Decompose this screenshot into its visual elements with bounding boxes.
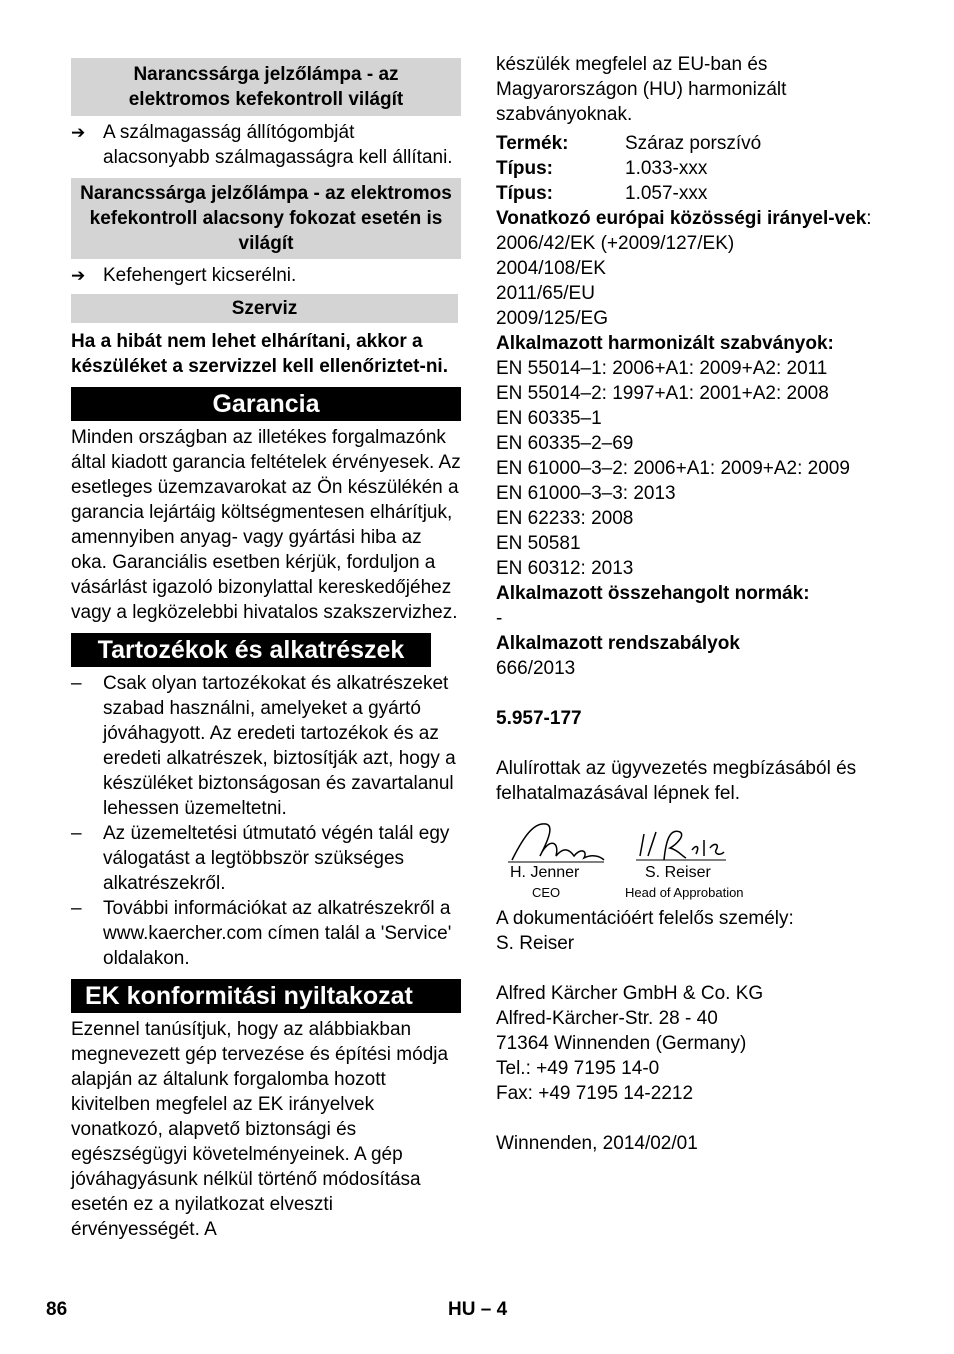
standards-label: Alkalmazott harmonizált szabványok:: [496, 333, 834, 354]
signer1-role: CEO: [532, 885, 561, 900]
type-row: Típus: 1.057-xxx: [496, 183, 708, 204]
service-text: Ha a hibát nem lehet elhárítani, akkor a készüléket a szervizzel kell ellenőriztet-ni.: [71, 331, 448, 377]
place-date: Winnenden, 2014/02/01: [496, 1133, 698, 1154]
norms-label: Alkalmazott összehangolt normák:: [496, 583, 810, 604]
type-row: Típus: 1.033-xxx: [496, 158, 708, 179]
directive-item: 2011/65/EU: [496, 283, 595, 304]
norms-value: -: [496, 608, 503, 629]
address-line: Fax: +49 7195 14-2212: [496, 1083, 694, 1104]
standard-item: EN 62233: 2008: [496, 508, 634, 529]
doc-person-label: A dokumentációért felelős személy:: [496, 908, 794, 929]
page-number: 86: [46, 1299, 68, 1320]
heading-indicator-on: Narancssárga jelzőlámpa - az elektromos kefekontroll világít: [71, 58, 461, 116]
signer2-name: S. Reiser: [645, 864, 711, 881]
standard-item: EN 55014–1: 2006+A1: 2009+A2: 2011: [496, 358, 828, 379]
section-title-garancia: Garancia: [71, 387, 461, 421]
address-line: Tel.: +49 7195 14-0: [496, 1058, 660, 1079]
standard-item: EN 60312: 2013: [496, 558, 634, 579]
signer1-name: H. Jenner: [510, 864, 580, 881]
directives-label: Vonatkozó európai közösségi irányel-vek:: [496, 208, 872, 229]
arrow-right-icon: ➔: [71, 266, 86, 285]
standard-item: EN 55014–2: 1997+A1: 2001+A2: 2008: [496, 383, 829, 404]
signature-reiser: [634, 820, 734, 870]
section-title-tartozekok: Tartozékok és alkatrészek: [71, 633, 431, 667]
signature-block: [496, 816, 896, 906]
address-line: Alfred Kärcher GmbH & Co. KG: [496, 983, 764, 1004]
intro-text: készülék megfelel az EU-ban és Magyarországon (HU) harmonizált szabványoknak.: [496, 54, 787, 125]
right-column: [496, 52, 896, 1156]
list-item: – Csak olyan tartozékokat és alkatrészeket szabad használni, amelyeket a gyártó jóváhagyott. Az eredeti tartozékok és az eredeti alkatrészek, biztosítják azt, hogy a készüléket biztonságosan és zavartalanul lehessen üzemeltetni.: [71, 673, 456, 819]
address-line: Alfred-Kärcher-Str. 28 - 40: [496, 1008, 718, 1029]
standard-item: EN 60335–1: [496, 408, 602, 429]
standard-item: EN 50581: [496, 533, 581, 554]
garancia-text: Minden országban az illetékes forgalmazónk által kiadott garancia feltételek érvényesek. Az esetleges üzemzavarokat az Ön készülékén a garancia lejártáig költségmentesen elhárítjuk, amennyiben anyag- vagy gyártási hiba az oka. Garanciális esetben kérjük, forduljon a vásárlást igazoló bizonylattal kereskedőjéhez vagy a legközelebbi hivatalos szakszervizhez.: [71, 427, 461, 623]
directive-item: 2006/42/EK (+2009/127/EK): [496, 233, 735, 254]
section-title-ek: EK konformitási nyiltakozat: [71, 979, 461, 1013]
standard-item: EN 61000–3–3: 2013: [496, 483, 676, 504]
standard-item: EN 61000–3–2: 2006+A1: 2009+A2: 2009: [496, 458, 850, 479]
directive-item: 2009/125/EG: [496, 308, 608, 329]
directive-item: 2004/108/EK: [496, 258, 606, 279]
rules-value: 666/2013: [496, 658, 576, 679]
tartozekok-list: [71, 671, 461, 971]
signers-intro: Alulírottak az ügyvezetés megbízásából és felhatalmazásával lépnek fel.: [496, 758, 857, 804]
section-indicator: HU – 4: [448, 1299, 508, 1320]
instruction-item: ➔ A szálmagasság állítógombját alacsonyabb szálmagasságra kell állítani.: [71, 122, 453, 168]
heading-indicator-low: Narancssárga jelzőlámpa - az elektromos kefekontroll alacsony fokozat esetén is világít: [71, 178, 461, 259]
heading-service: Szerviz: [71, 294, 458, 323]
signer2-role: Head of Approbation: [625, 885, 744, 900]
address-line: 71364 Winnenden (Germany): [496, 1033, 747, 1054]
ek-text: Ezennel tanúsítjuk, hogy az alábbiakban megnevezett gép tervezése és építési módja alapján az általunk forgalomba hozott kivitelben megfelel az EK irányelvek vonatkozó, alapvető biztonsági és egészségügyi követelményeinek. A gép jóváhagyásunk nélkül történő módosítása esetén ez a nyilatkozat elveszti érvényességét. A: [71, 1019, 449, 1240]
arrow-right-icon: ➔: [71, 123, 86, 142]
list-item: – Az üzemeltetési útmutató végén talál egy válogatást a legtöbbször szükséges alkatrészekről.: [71, 823, 450, 894]
doc-person: S. Reiser: [496, 933, 575, 954]
product-row: Termék: Száraz porszívó: [496, 133, 762, 154]
instruction-item: ➔ Kefehengert kicserélni.: [71, 265, 297, 286]
rules-label: Alkalmazott rendszabályok: [496, 633, 740, 654]
doc-number: 5.957-177: [496, 708, 582, 729]
standard-item: EN 60335–2–69: [496, 433, 634, 454]
left-column: [71, 58, 461, 1242]
list-item: – További információkat az alkatrészekről a www.kaercher.com címen talál a 'Service' oldalakon.: [71, 898, 452, 969]
